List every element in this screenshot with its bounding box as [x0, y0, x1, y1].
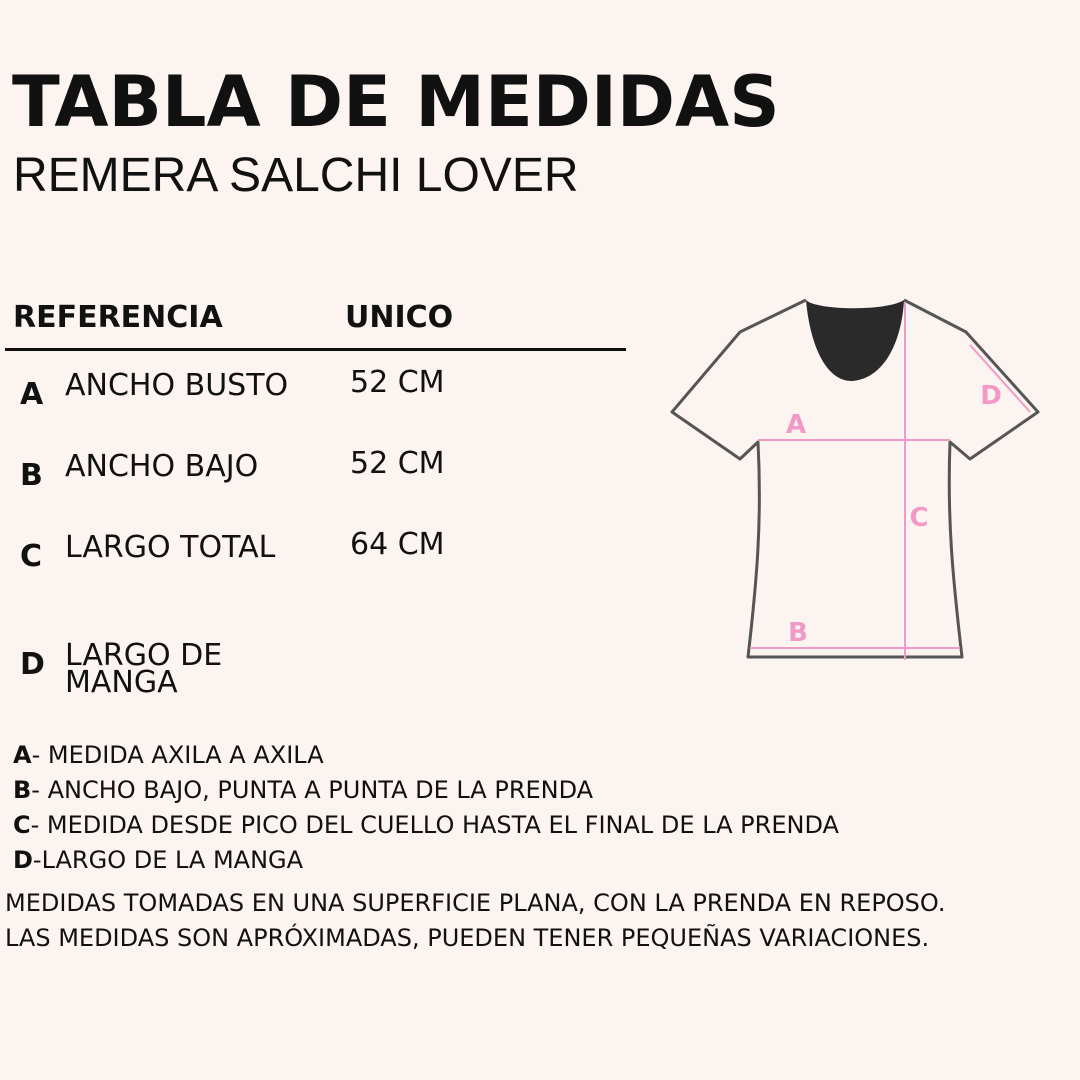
- diagram-label-a: A: [785, 410, 807, 440]
- tshirt-diagram: [660, 290, 1060, 680]
- row-value: 64 CM: [350, 527, 445, 562]
- row-letter: C: [20, 539, 43, 574]
- column-header-reference: REFERENCIA: [13, 300, 223, 335]
- diagram-label-b: B: [788, 618, 808, 648]
- note-letter: A: [13, 741, 32, 769]
- row-letter: D: [20, 647, 45, 682]
- row-label: ANCHO BAJO: [65, 449, 259, 484]
- note-letter: D: [13, 846, 33, 874]
- row-letter: B: [20, 458, 43, 493]
- measurement-notes: [13, 738, 839, 878]
- note-c: [13, 808, 839, 843]
- row-label: LARGO DE MANGA: [65, 638, 223, 700]
- note-b: [13, 773, 839, 808]
- note-letter: B: [13, 776, 32, 804]
- note-text: - MEDIDA DESDE PICO DEL CUELLO HASTA EL FINAL DE LA PRENDA: [30, 811, 839, 839]
- table-header-divider: [5, 348, 626, 351]
- page-title: TABLA DE MEDIDAS: [12, 61, 780, 143]
- row-label: LARGO TOTAL: [65, 530, 276, 565]
- disclaimer: [5, 886, 945, 956]
- diagram-label-d: D: [980, 381, 1002, 411]
- disclaimer-line: LAS MEDIDAS SON APRÓXIMADAS, PUEDEN TENER PEQUEÑAS VARIACIONES.: [5, 924, 930, 952]
- column-header-size: UNICO: [345, 300, 454, 335]
- collar-shape: [806, 300, 904, 381]
- row-value: 52 CM: [350, 365, 445, 400]
- note-d: [13, 843, 839, 878]
- product-name: REMERA SALCHI LOVER: [13, 149, 579, 202]
- note-text: -LARGO DE LA MANGA: [32, 846, 304, 874]
- row-label: ANCHO BUSTO: [65, 368, 289, 403]
- note-text: - ANCHO BAJO, PUNTA A PUNTA DE LA PRENDA: [31, 776, 594, 804]
- note-text: - MEDIDA AXILA A AXILA: [31, 741, 324, 769]
- disclaimer-line: MEDIDAS TOMADAS EN UNA SUPERFICIE PLANA, CON LA PRENDA EN REPOSO.: [5, 889, 946, 917]
- note-letter: C: [13, 811, 31, 839]
- diagram-label-c: C: [909, 503, 929, 533]
- row-letter: A: [20, 377, 44, 412]
- note-a: [13, 738, 839, 773]
- row-value: 52 CM: [350, 446, 445, 481]
